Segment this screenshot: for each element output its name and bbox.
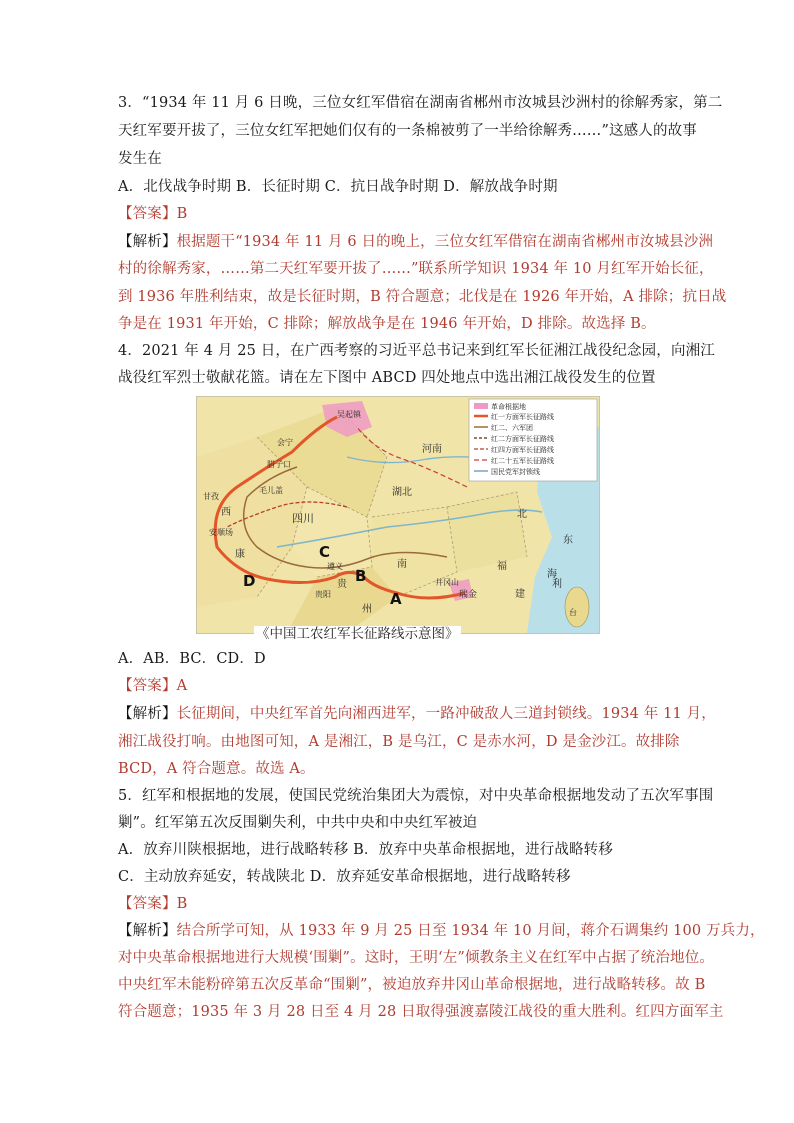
q3-analysis-line-1 (118, 233, 714, 251)
q5-analysis-line-1 (118, 922, 765, 940)
point-b: B (355, 567, 367, 585)
answer-value: A (176, 678, 188, 694)
q4-analysis-line-3: BCD，A 符合题意。故选 A。 (118, 761, 315, 777)
label-bei: 北 (517, 509, 527, 520)
answer-label: 【答案】 (118, 206, 177, 222)
analysis-label: 【解析】 (118, 923, 177, 939)
map-legend (469, 399, 597, 481)
label-zhou: 州 (362, 604, 372, 615)
legend-route2b: 红二方面军长征路线 (491, 435, 554, 443)
q4-options: A．AB．BC．CD．D (118, 651, 266, 667)
q5-analysis-line-3: 中央红军未能粉碎第五次反革命“围剿”，被迫放弃井冈山革命根据地，进行战略转移。故 B (118, 977, 706, 993)
q4-answer (118, 677, 688, 695)
q5-options-ab: A．放弃川陕根据地，进行战略转移 B．放弃中央革命根据地，进行战略转移 (118, 842, 613, 858)
place-ruijin: 瑞金 (459, 590, 478, 600)
place-huining: 会宁 (277, 438, 293, 447)
q4-stem-line-2: 战役红军烈士敬献花篮。请在左下图中 ABCD 四处地点中选出湘江战役发生的位置 (118, 370, 656, 386)
analysis-label: 【解析】 (118, 234, 177, 250)
answer-label: 【答案】 (118, 678, 177, 694)
legend-blockade: 国民党军封锁线 (491, 468, 540, 476)
label-jian: 建 (515, 589, 525, 600)
label-fu: 福 (497, 561, 507, 572)
map-caption: 《中国工农红军长征路线示意图》 (256, 626, 459, 642)
label-sichuan: 四川 (292, 512, 314, 525)
label-nan: 南 (397, 559, 407, 570)
label-li: 利 (552, 579, 562, 590)
answer-value: B (176, 206, 188, 222)
point-d: D (243, 572, 256, 590)
q3-stem-line-2: 天红军要开拔了，三位女红军把她们仅有的一条棉被剪了一半给徐解秀……”这感人的故事 (118, 123, 697, 139)
q3-analysis-line-2: 村的徐解秀家，……第二天红军要开拔了……”联系所学知识 1934 年 10 月红军开始长征， (118, 261, 714, 277)
point-c: C (319, 543, 331, 561)
legend-route2: 红二、六军团 (491, 424, 533, 432)
analysis-text: 长征期间，中央红军首先向湘西进军，一路冲破敌人三道封锁线。1934 年 11 月， (176, 706, 716, 722)
place-zunyi: 遵义 (327, 562, 343, 571)
island-taiwan (565, 587, 589, 627)
q4-analysis-line-2: 湘江战役打响。由地图可知，A 是湘江，B 是乌江，C 是赤水河，D 是金沙江。故排除 (118, 734, 680, 750)
answer-label: 【答案】 (118, 896, 177, 912)
place-jinggangshan: 井冈山 (435, 578, 459, 587)
legend-route1: 红一方面军长征路线 (491, 413, 554, 421)
long-march-map (196, 396, 600, 634)
legend-base: 革命根据地 (491, 403, 526, 411)
q5-options-cd: C．主动放弃延安，转战陕北 D．放弃延安革命根据地，进行战略转移 (118, 869, 571, 885)
q3-stem-line-3: 发生在 (118, 151, 162, 167)
analysis-text: 根据题干“1934 年 11 月 6 日的晚上，三位女红军借宿在湖南省郴州市汝城县沙洲 (176, 234, 714, 250)
map-figure (197, 397, 599, 633)
place-lazikou: 腊子口 (267, 460, 291, 469)
label-tai: 台 (569, 608, 577, 617)
q4-analysis-line-1 (118, 705, 716, 723)
q3-analysis-line-3: 到 1936 年胜利结束，故是长征时期，B 符合题意；北伐是在 1926 年开始，A 排除；抗日战 (118, 289, 727, 305)
label-hubei: 湖北 (392, 487, 412, 498)
point-a: A (390, 590, 402, 608)
q3-answer (118, 205, 688, 223)
q5-analysis-line-2: 对中央革命根据地进行大规模‘围剿”。这时，王明‘左”倾教条主义在红军中占据了统治地位。 (118, 950, 714, 966)
q5-analysis-line-4: 符合题意；1935 年 3 月 28 日至 4 月 28 日取得强渡嘉陵江战役的重大胜利。红四方面军主 (118, 1004, 724, 1020)
analysis-text: 结合所学可知，从 1933 年 9 月 25 日至 1934 年 10 月间，蒋介石调集约 100 万兵力， (176, 923, 765, 939)
legend-route4: 红四方面军长征路线 (491, 446, 554, 454)
legend-route25: 红二十五军长征路线 (491, 457, 554, 465)
label-dong: 东 (563, 535, 573, 546)
place-ganzi: 甘孜 (203, 492, 219, 501)
answer-value: B (176, 896, 188, 912)
q5-stem-line-1: 5．红军和根据地的发展，使国民党统治集团大为震惊，对中央革命根据地发动了五次军事围 (118, 788, 714, 804)
analysis-label: 【解析】 (118, 706, 177, 722)
label-gui: 贵 (337, 579, 347, 590)
place-wuqizhen: 吴起镇 (337, 410, 361, 419)
label-xi: 西 (221, 507, 231, 518)
place-anshunchang: 安顺场 (209, 528, 233, 537)
label-hai: 海 (547, 569, 557, 580)
label-henan: 河南 (422, 444, 442, 455)
q5-answer (118, 895, 688, 913)
q3-stem-line-1: 3．“1934 年 11 月 6 日晚，三位女红军借宿在湖南省郴州市汝城县沙洲村的徐解秀家，第二 (118, 95, 723, 111)
label-kang: 康 (235, 549, 245, 560)
q5-stem-line-2: 剿”。红军第五次反围剿失利，中共中央和中央红军被迫 (118, 815, 478, 831)
q4-stem-line-1: 4．2021 年 4 月 25 日，在广西考察的习近平总书记来到红军长征湘江战役纪念园，向湘江 (118, 343, 715, 359)
place-guiyang: 贵阳 (315, 590, 331, 599)
q3-analysis-line-4: 争是在 1931 年开始，C 排除；解放战争是在 1946 年开始，D 排除。故选择 B。 (118, 316, 656, 332)
legend-swatch-base (474, 403, 488, 409)
q3-options: A．北伐战争时期 B．长征时期 C．抗日战争时期 D．解放战争时期 (118, 179, 558, 195)
place-maoergai: 毛儿盖 (259, 486, 283, 495)
